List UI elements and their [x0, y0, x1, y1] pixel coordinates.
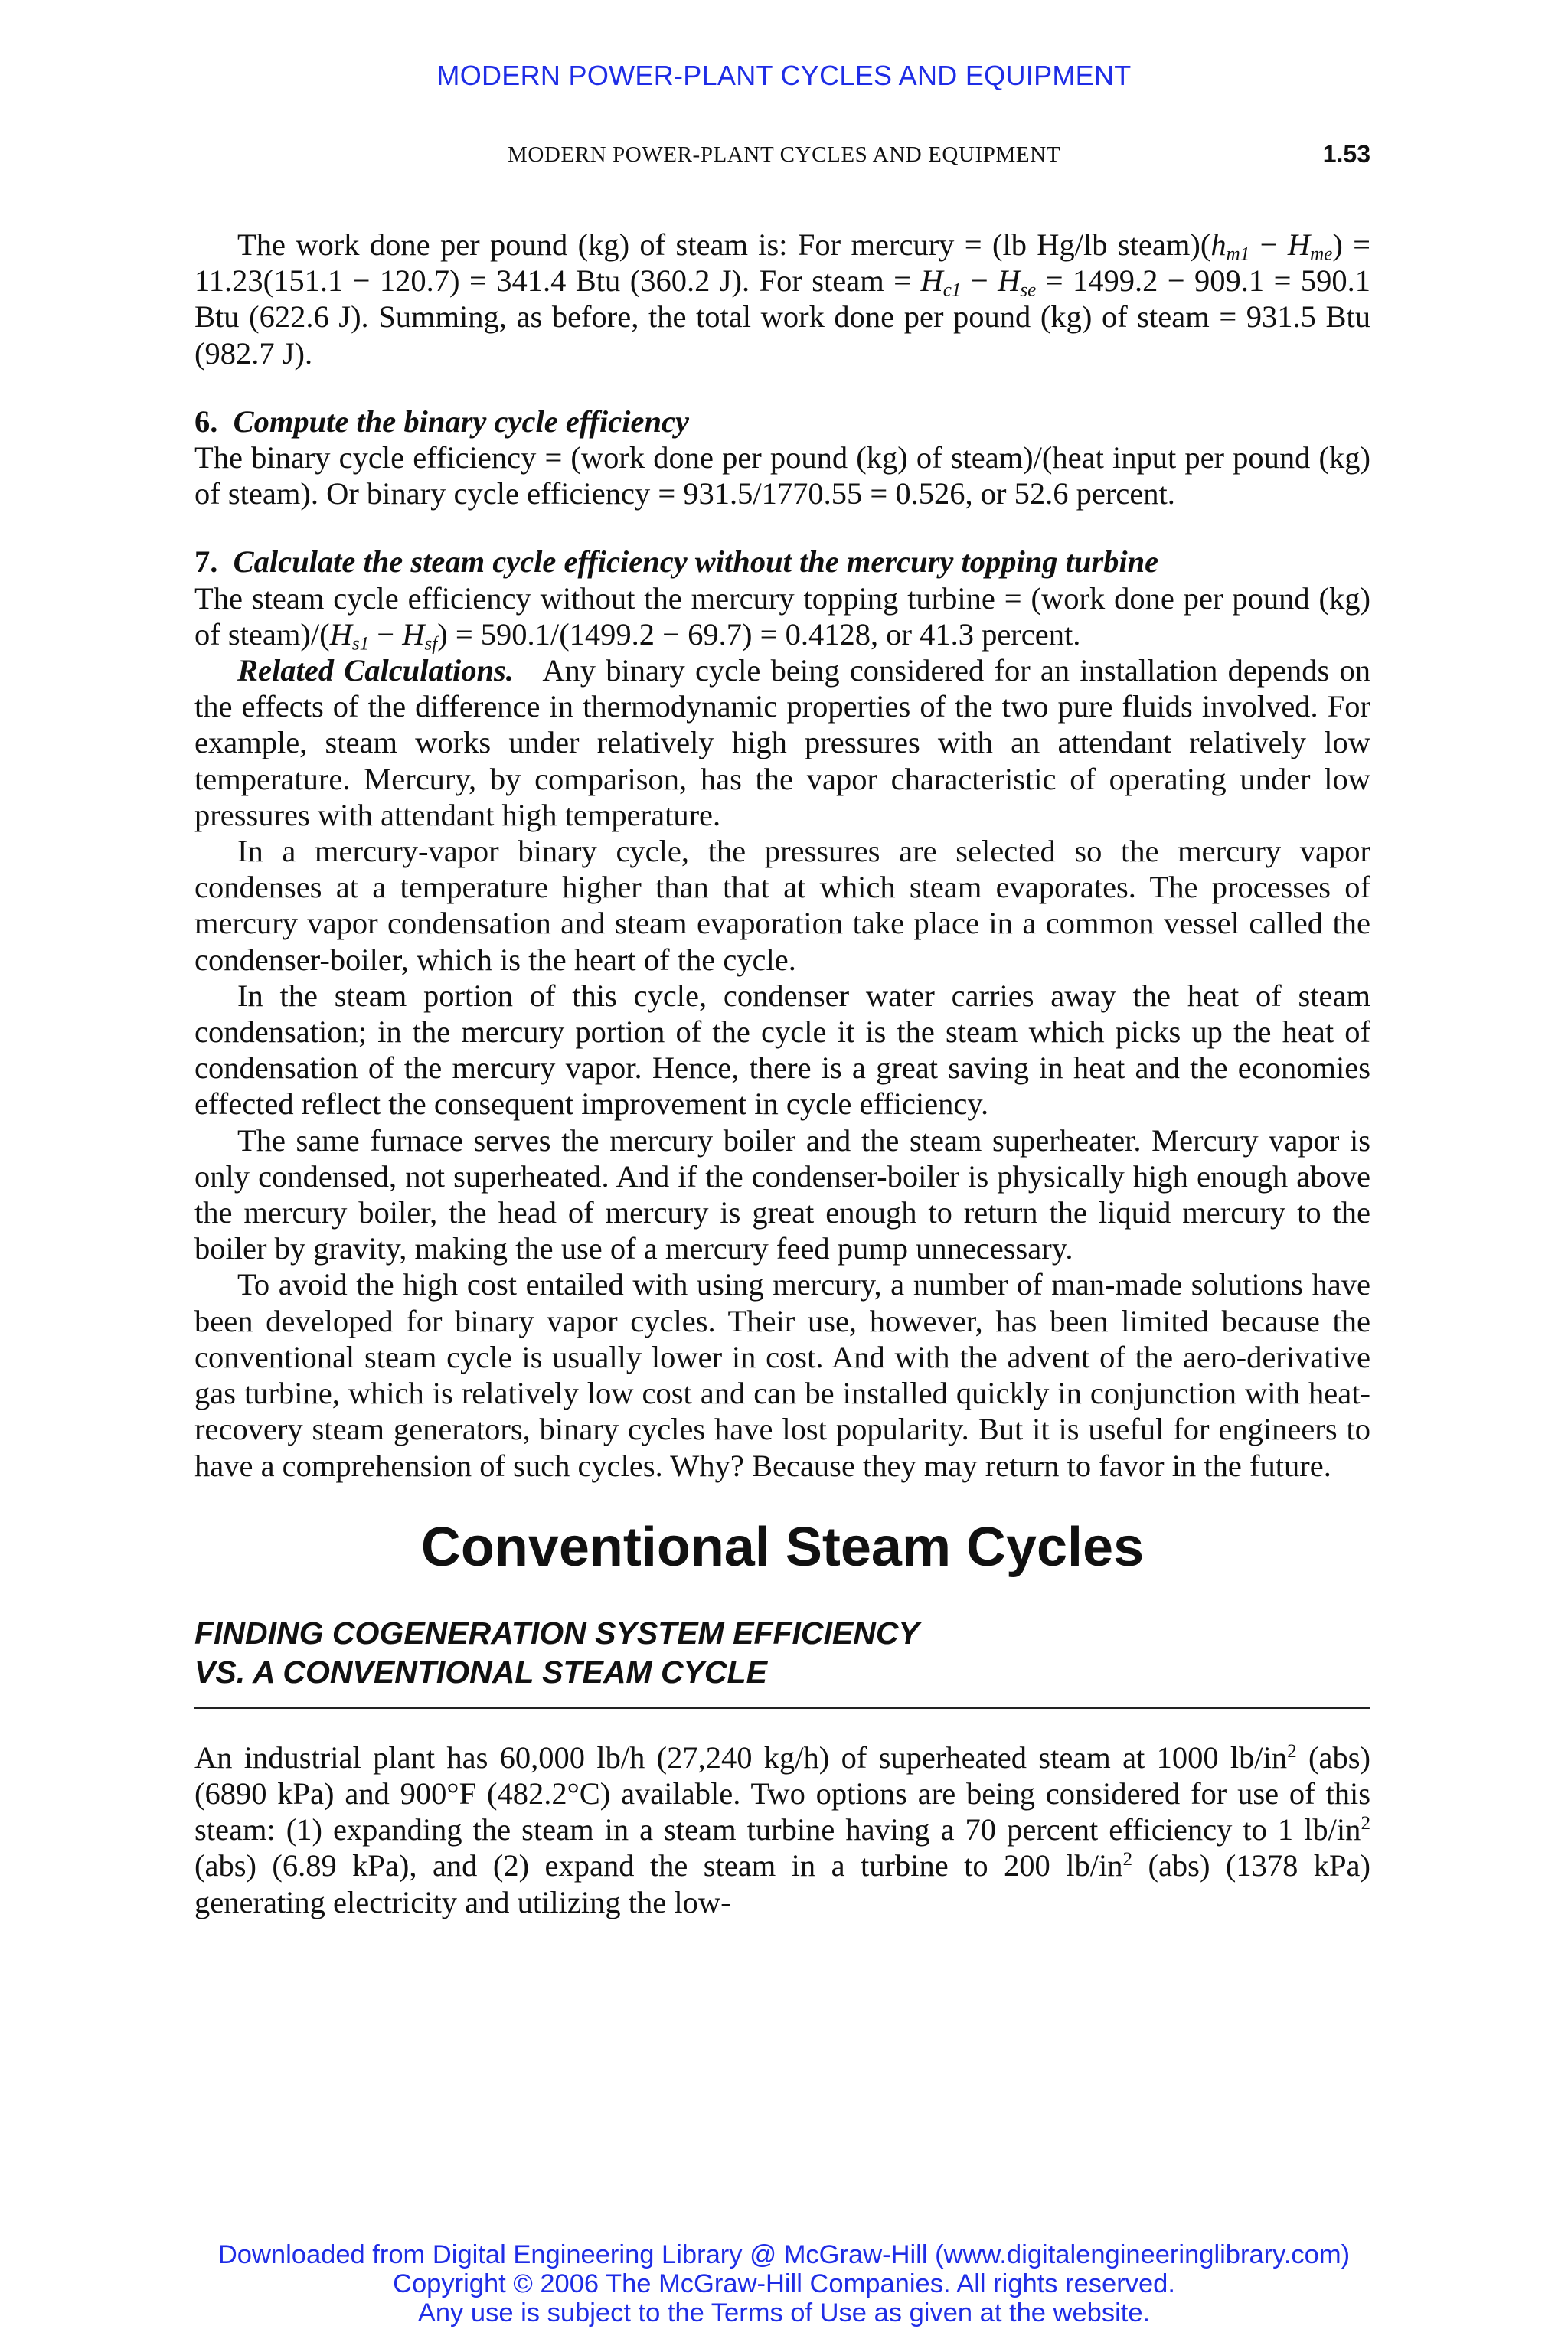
book-title-link[interactable]: MODERN POWER-PLANT CYCLES AND EQUIPMENT [436, 60, 1132, 91]
paragraph-condenser-boiler: In a mercury-vapor binary cycle, the pressures are selected so the mercury vapor condenses at a temperature higher than that at which steam evaporates. The processes of mercury vapor condensation and steam evaporation take place in a common vessel called the condenser-boiler, which is the heart of the cycle. [194, 834, 1370, 977]
problem-title-line-1: FINDING COGENERATION SYSTEM EFFICIENCY [194, 1615, 920, 1651]
page-body [194, 227, 1370, 1920]
paragraph-avoid-cost: To avoid the high cost entailed with using mercury, a number of man-made solutions have been developed for binary vapor cycles. Their use, however, has been limited because the conventional steam cycle is usually lower in cost. And with the advent of the aero-derivative gas turbine, which is relatively low cost and can be installed quickly in conjunction with heat-recovery steam generators, binary cycles have lost popularity. But it is useful for engineers to have a comprehension of such cycles. Why? Because they may return to favor in the future. [194, 1267, 1370, 1483]
related-calculations-paragraph: Related Calculations. Any binary cycle being considered for an installation depends on the effects of the difference in thermodynamic properties of the two pure fluids involved. For example, steam works under relatively high pressures with an attendant relatively low temperature. Mercury, by comparison, has the vapor characteristic of operating under low pressures with attendant high temperature. [194, 653, 1370, 832]
footer [0, 2240, 1568, 2328]
work-done-paragraph: The work done per pound (kg) of steam is: For mercury = (lb Hg/lb $steam)(h_{m1} - H_{me}) = 11.23(151.1 - 120.7) = 341.4$ Btu (360.2 J). For steam = $H_{c1} - H_{se} = 1499.2 - 909.1 = 590.1$ Btu (622.6 J). Summing, as before, the total work done per pound (kg) of steam = 931.5 Btu (982.7 J). [194, 227, 1371, 371]
paragraph-furnace: The same furnace serves the mercury boiler and the steam superheater. Mercury vapor is only condensed, not superheated. And if the condenser-boiler is physically high enough above the mercury boiler, the head of mercury is great enough to return the liquid mercury to the boiler by gravity, making the use of a mercury feed pump unnecessary. [194, 1122, 1370, 1266]
step-7-heading: 7. Calculate the steam cycle efficiency without the mercury topping turbine [194, 544, 1159, 580]
problem-title-line-2: VS. A CONVENTIONAL STEAM CYCLE [194, 1654, 767, 1690]
page-number: 1.53 [1322, 140, 1370, 168]
section-title: Conventional Steam Cycles [420, 1516, 1145, 1578]
step-6-heading: 6. Compute the binary cycle efficiency [194, 403, 689, 439]
footer-download-link[interactable]: Downloaded from Digital Engineering Library @ McGraw-Hill (www.digitalengineeringlibrary.com) [217, 2240, 1351, 2269]
footer-terms-of-use[interactable]: Any use is subject to the Terms of Use as given at the website. [417, 2298, 1151, 2328]
footer-copyright[interactable]: Copyright © 2006 The McGraw-Hill Companies. All rights reserved. [393, 2269, 1175, 2298]
step-7-body: The steam cycle efficiency without the mercury topping turbine = (work done per pound (kg) of $steam)/(H_{s1} - H_{sf}) = 590.1/(1499.2 - 69.7) = 0.4128$, or 41.3 percent. [194, 580, 1370, 655]
related-calculations-heading: Related Calculations. [237, 653, 514, 688]
step-6-body: The binary cycle efficiency = (work done per pound (kg) of steam)/(heat input per pound (kg) of steam). Or binary cycle efficiency = 931.5/1770.55 = 0.526, or 52.6 percent. [194, 440, 1370, 511]
running-head: MODERN POWER-PLANT CYCLES AND EQUIPMENT [507, 142, 1061, 167]
problem-statement: An industrial plant has 60,000 lb/h (27,240 kg/h) of superheated steam at 1000 $lb/in^2$ (abs) (6890 kPa) and 900°F (482.2°C) available. Two options are being considered for use of this steam: (1) expanding the steam in a steam turbine having a 70 percent efficiency to 1 $lb/in^2$ (abs) (6.89 kPa), and (2) expand the steam in a turbine to 200 $lb/in^2$ (abs) (1378 kPa) generating electricity and utilizing the low- [194, 1740, 1370, 1919]
problem-title [194, 1614, 1370, 1709]
paragraph-steam-portion: In the steam portion of this cycle, condenser water carries away the heat of steam condensation; in the mercury portion of the cycle it is the steam which picks up the heat of condensation of the mercury vapor. Hence, there is a great saving in heat and the economies effected reflect the consequent improvement in cycle efficiency. [194, 978, 1370, 1122]
